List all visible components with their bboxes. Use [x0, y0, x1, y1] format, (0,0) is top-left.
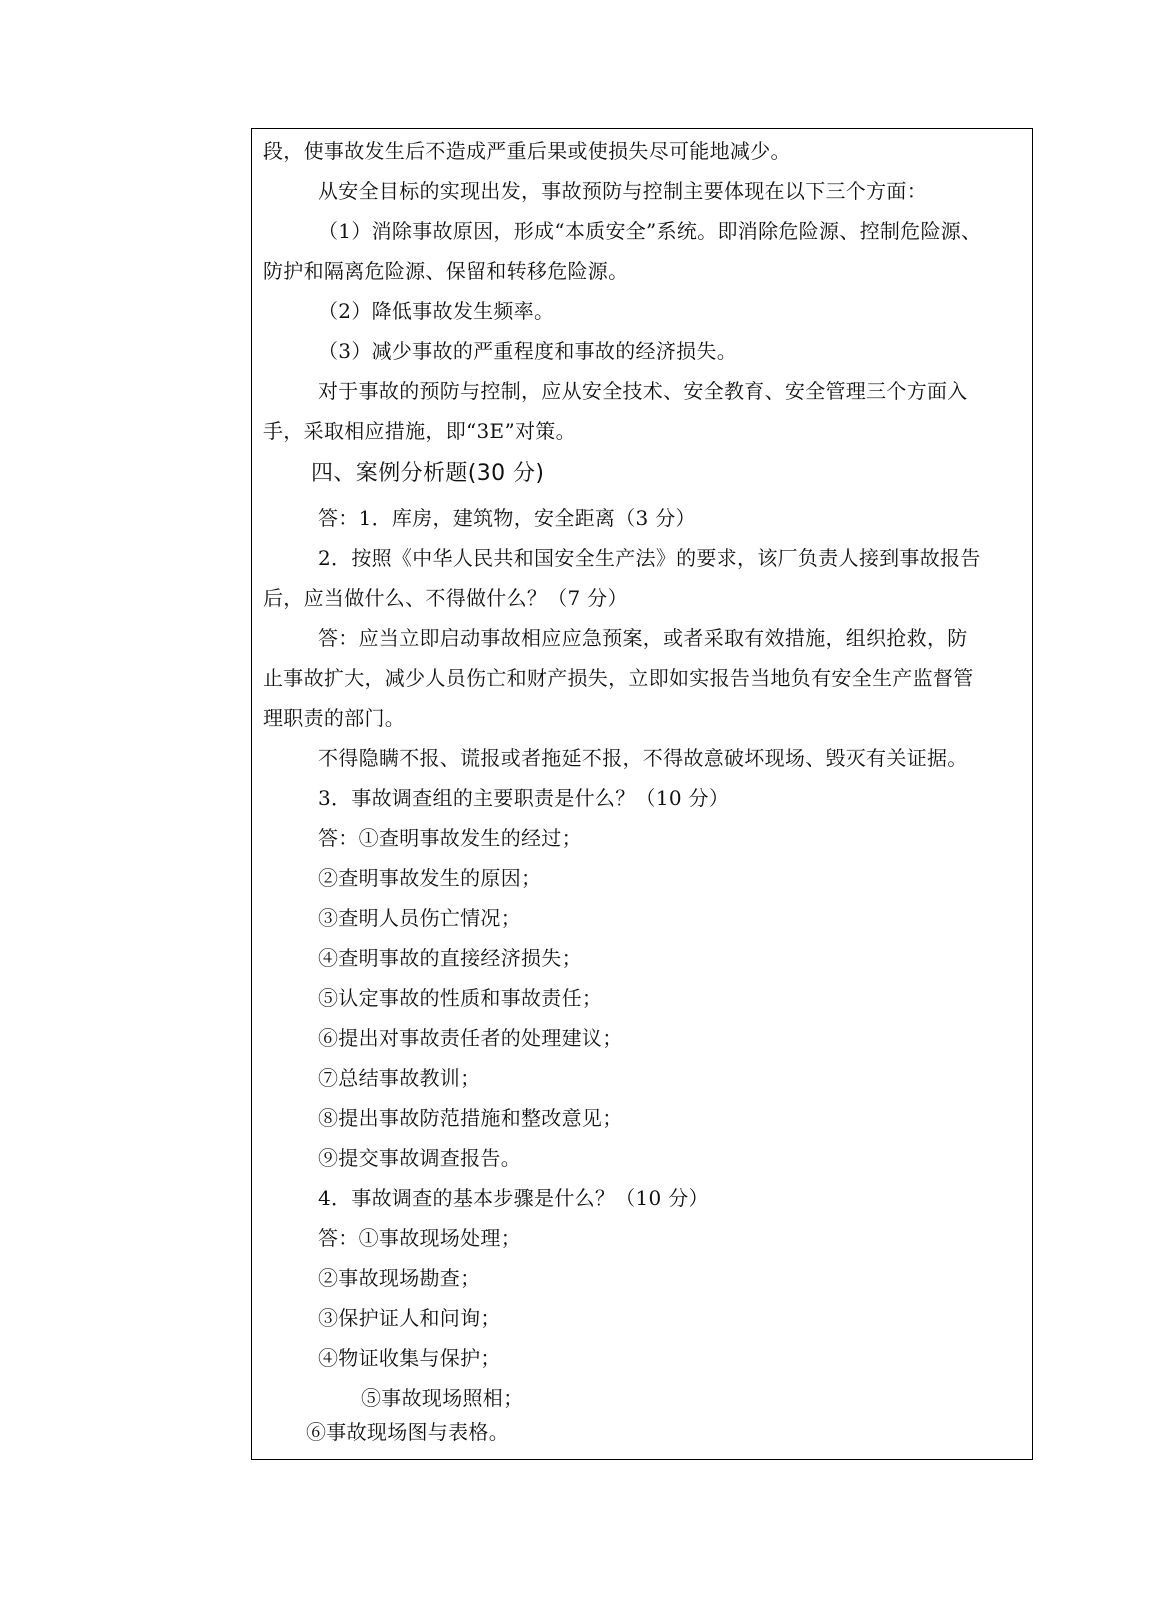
list-item: ⑤事故现场照相； [361, 1386, 524, 1410]
text-line: 对于事故的预防与控制，应从安全技术、安全教育、安全管理三个方面入 [318, 379, 968, 403]
text-line: 答：①查明事故发生的经过； [318, 826, 582, 850]
text-line: 段，使事故发生后不造成严重后果或使损失尽可能地减少。 [263, 139, 791, 163]
text-line: 手，采取相应措施，即“3E”对策。 [263, 419, 576, 443]
text-line: 3．事故调查组的主要职责是什么？（10 分） [318, 786, 730, 810]
text-line: 止事故扩大，减少人员伤亡和财产损失，立即如实报告当地负有安全生产监督管 [263, 666, 974, 690]
text-line: 防护和隔离危险源、保留和转移危险源。 [263, 259, 629, 283]
text-line: 后，应当做什么、不得做什么？（7 分） [263, 586, 628, 610]
list-item: ⑥事故现场图与表格。 [306, 1420, 509, 1444]
text-line: 从安全目标的实现出发，事故预防与控制主要体现在以下三个方面： [318, 179, 927, 203]
list-item: 答：①事故现场处理； [318, 1226, 521, 1250]
list-item: ③查明人员伤亡情况； [318, 906, 521, 930]
text-line: 答：应当立即启动事故相应应急预案，或者采取有效措施，组织抢救，防 [318, 626, 968, 650]
list-item: ⑦总结事故教训； [318, 1066, 481, 1090]
list-item: ②查明事故发生的原因； [318, 866, 542, 890]
list-item: ②事故现场勘查； [318, 1266, 481, 1290]
text-line: 理职责的部门。 [263, 706, 406, 730]
text-line: 4．事故调查的基本步骤是什么？（10 分） [318, 1186, 709, 1210]
list-item: ⑤认定事故的性质和事故责任； [318, 986, 603, 1010]
text-line: 2．按照《中华人民共和国安全生产法》的要求，该厂负责人接到事故报告 [318, 546, 981, 570]
text-line: （2）降低事故发生频率。 [318, 299, 555, 323]
list-item: ⑧提出事故防范措施和整改意见； [318, 1106, 623, 1130]
text-line: 答：1．库房，建筑物，安全距离（3 分） [318, 506, 696, 530]
text-line: 不得隐瞒不报、谎报或者拖延不报，不得故意破坏现场、毁灭有关证据。 [318, 746, 968, 770]
text-line: （3）减少事故的严重程度和事故的经济损失。 [318, 339, 738, 363]
list-item: ⑥提出对事故责任者的处理建议； [318, 1026, 623, 1050]
list-item: ⑨提交事故调查报告。 [318, 1146, 521, 1170]
list-item: ③保护证人和问询； [318, 1306, 501, 1330]
section-heading: 四、案例分析题(30 分) [311, 461, 545, 486]
list-item: ④物证收集与保护； [318, 1346, 501, 1370]
text-line: （1）消除事故原因，形成“本质安全”系统。即消除危险源、控制危险源、 [318, 219, 982, 243]
list-item: ④查明事故的直接经济损失； [318, 946, 582, 970]
